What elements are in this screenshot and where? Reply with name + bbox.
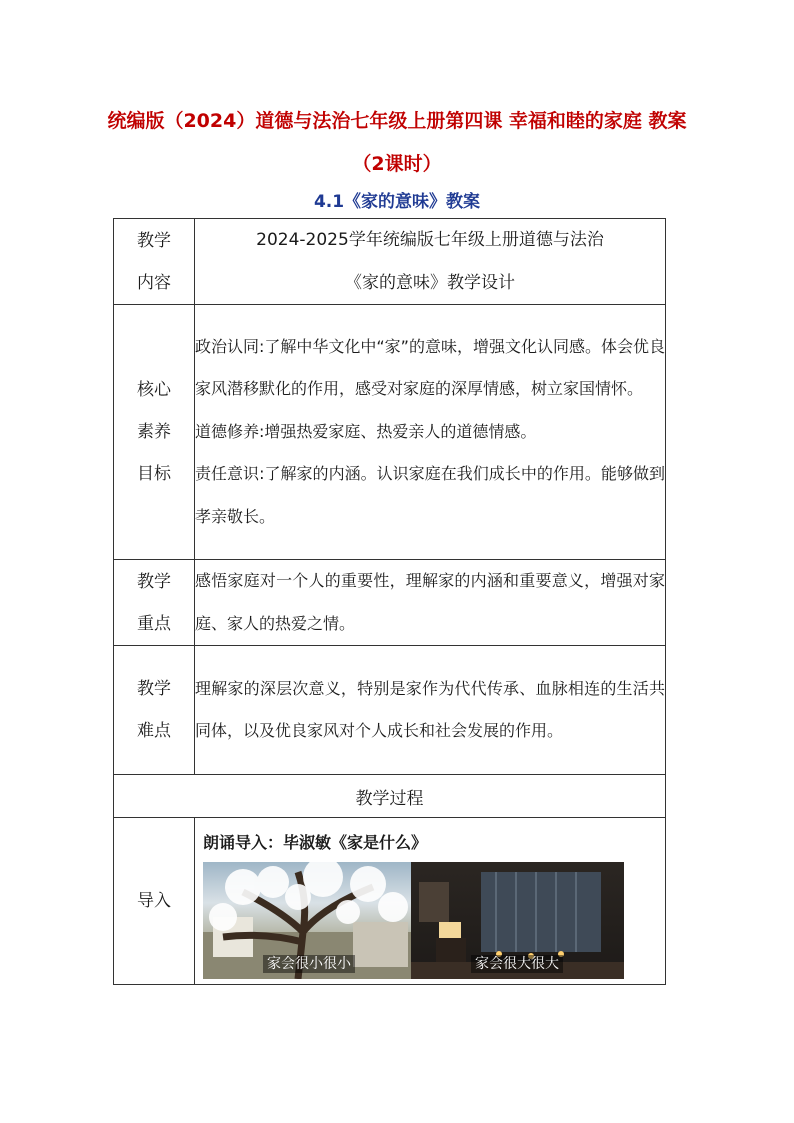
core-goals-cell [195,305,666,560]
goal-political: 政治认同:了解中华文化中“家”的意味，增强文化认同感。体会优良家风潜移默化的作用，感受对家庭的深厚情感，树立家国情怀。 [195,336,665,399]
goal-responsibility: 责任意识:了解家的内涵。认识家庭在我们成长中的作用。能够做到孝亲敬长。 [195,464,665,526]
intro-photos [203,862,659,981]
teaching-content-cell [195,219,666,305]
row-core-goals [114,305,666,560]
intro-cell [195,818,666,985]
row-teaching-content [114,219,666,305]
photo1-caption: 家会很小很小 [263,955,355,973]
document-title: 统编版（2024）道德与法治七年级上册第四课 幸福和睦的家庭 教案（2课时） [107,110,687,175]
label-teaching-content [114,219,195,305]
bedroom-photo [411,862,624,979]
blossom-tree-photo [203,862,411,979]
label-text: 教学 内容 [137,230,171,293]
document-subtitle: 4.1《家的意味》教案 [313,192,481,212]
teaching-content-line2: 《家的意味》教学设计 [345,272,515,293]
label-text: 教学 重点 [137,571,171,634]
difficulties-cell: 理解家的深层次意义，特别是家作为代代传承、血脉相连的生活共同体，以及优良家风对个人成长和社会发展的作用。 [195,646,666,775]
row-key-points [114,560,666,646]
key-points-cell: 感悟家庭对一个人的重要性，理解家的内涵和重要意义，增强对家庭、家人的热爱之情。 [195,560,666,646]
label-intro: 导入 [114,818,195,985]
lesson-plan-table [113,218,666,985]
teaching-process-heading: 教学过程 [114,775,666,818]
row-process [114,775,666,818]
row-intro [114,818,666,985]
photo2-caption: 家会很大很大 [471,955,563,973]
label-difficulties [114,646,195,775]
goal-moral: 道德修养:增强热爱家庭、热爱亲人的道德情感。 [195,421,537,441]
label-text: 教学 难点 [137,679,171,741]
label-key-points [114,560,195,646]
label-core-goals [114,305,195,560]
intro-title: 朗诵导入：毕淑敏《家是什么》 [203,833,428,852]
label-text: 核心 素养 目标 [137,380,171,484]
teaching-content-line1: 2024-2025学年统编版七年级上册道德与法治 [256,230,604,250]
row-difficulties [114,646,666,775]
